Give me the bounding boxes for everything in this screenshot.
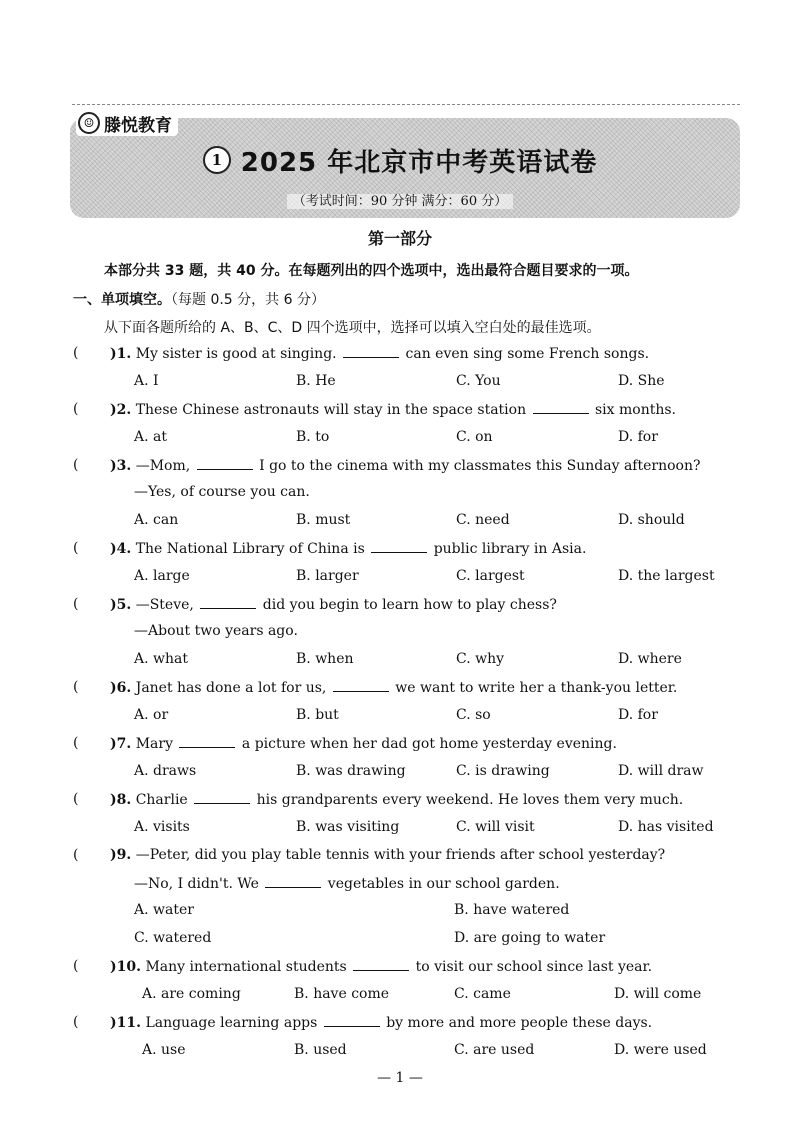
option-b: B. when bbox=[296, 651, 354, 667]
question-stem bbox=[110, 958, 652, 975]
answer-paren: ( bbox=[73, 958, 79, 974]
answer-paren: ( bbox=[73, 735, 79, 751]
option-c: C. need bbox=[456, 512, 510, 528]
option-c: C. why bbox=[456, 651, 505, 667]
question-number: )9. bbox=[110, 847, 132, 863]
option-b: B. was visiting bbox=[296, 819, 400, 835]
option-d: D. should bbox=[618, 512, 685, 528]
question-stem bbox=[110, 401, 676, 418]
stem-line-2: —About two years ago. bbox=[134, 623, 298, 639]
stem-after: six months. bbox=[595, 402, 677, 418]
answer-paren: ( bbox=[73, 679, 79, 695]
stem-before: —No, I didn't. We bbox=[134, 876, 259, 892]
publisher-logo bbox=[76, 110, 178, 136]
answer-blank bbox=[197, 457, 253, 470]
answer-blank bbox=[194, 791, 250, 804]
stem-before: Charlie bbox=[135, 792, 188, 808]
answer-blank bbox=[200, 596, 256, 609]
option-d: D. has visited bbox=[618, 819, 714, 835]
question-number: )1. bbox=[110, 346, 132, 362]
option-b: B. but bbox=[296, 707, 339, 723]
stem-before: Language learning apps bbox=[145, 1015, 318, 1031]
option-a: A. at bbox=[134, 429, 167, 445]
option-b: B. must bbox=[296, 512, 351, 528]
stem-line-2: —Yes, of course you can. bbox=[134, 484, 310, 500]
title-row bbox=[0, 140, 800, 180]
answer-blank bbox=[324, 1014, 380, 1027]
stem-after: did you begin to learn how to play chess? bbox=[262, 597, 557, 613]
option-d: D. are going to water bbox=[454, 930, 606, 946]
question-stem bbox=[110, 540, 586, 557]
stem-after: to visit our school since last year. bbox=[415, 959, 653, 975]
question-number: )5. bbox=[110, 597, 132, 613]
answer-blank bbox=[353, 958, 409, 971]
stem-before: These Chinese astronauts will stay in the space station bbox=[135, 402, 527, 418]
part-title: 第一部分 bbox=[367, 229, 432, 248]
option-c: C. You bbox=[456, 373, 501, 389]
option-a: A. visits bbox=[134, 819, 190, 835]
stem-after: a picture when her dad got home yesterday evening. bbox=[241, 736, 617, 752]
answer-paren: ( bbox=[73, 791, 79, 807]
question-stem bbox=[110, 847, 665, 863]
question-stem bbox=[110, 345, 649, 362]
option-d: D. the largest bbox=[618, 568, 715, 584]
stem-before: The National Library of China is bbox=[135, 541, 365, 557]
stem-after: by more and more people these days. bbox=[386, 1015, 653, 1031]
question-stem bbox=[110, 596, 557, 613]
page-number: — 1 — bbox=[377, 1070, 423, 1086]
option-c: C. are used bbox=[454, 1042, 535, 1058]
option-c: C. on bbox=[456, 429, 493, 445]
question-stem bbox=[110, 1014, 652, 1031]
question-number: )4. bbox=[110, 541, 132, 557]
option-a: A. what bbox=[134, 651, 188, 667]
option-b: B. have watered bbox=[454, 902, 570, 918]
answer-blank bbox=[265, 875, 321, 888]
answer-blank bbox=[179, 735, 235, 748]
question-number: )6. bbox=[110, 680, 132, 696]
answer-paren: ( bbox=[73, 540, 79, 556]
section-instruction: 从下面各题所给的 A、B、C、D 四个选项中，选择可以填入空白处的最佳选项。 bbox=[104, 320, 601, 336]
answer-blank bbox=[371, 540, 427, 553]
paper-number-badge: 1 bbox=[203, 146, 231, 174]
option-a: A. water bbox=[134, 902, 194, 918]
answer-paren: ( bbox=[73, 401, 79, 417]
section-heading bbox=[73, 289, 325, 309]
option-a: A. or bbox=[134, 707, 169, 723]
part-intro: 本部分共 33 题，共 40 分。在每题列出的四个选项中，选出最符合题目要求的一项。 bbox=[104, 263, 639, 279]
option-b: B. was drawing bbox=[296, 763, 406, 779]
stem-before: My sister is good at singing. bbox=[135, 346, 337, 362]
option-b: B. have come bbox=[294, 986, 390, 1002]
answer-blank bbox=[343, 345, 399, 358]
option-d: D. were used bbox=[614, 1042, 707, 1058]
question-number: )2. bbox=[110, 402, 132, 418]
stem-after: can even sing some French songs. bbox=[405, 346, 650, 362]
stem-after: public library in Asia. bbox=[433, 541, 587, 557]
option-b: B. He bbox=[296, 373, 336, 389]
stem-before: Many international students bbox=[145, 959, 347, 975]
stem-after: vegetables in our school garden. bbox=[327, 876, 560, 892]
stem-after: I go to the cinema with my classmates this Sunday afternoon? bbox=[259, 458, 701, 474]
logo-mark-icon: ☺ bbox=[78, 112, 100, 134]
option-c: C. largest bbox=[456, 568, 525, 584]
section-score: （每题 0.5 分，共 6 分） bbox=[171, 292, 325, 308]
option-c: C. will visit bbox=[456, 819, 535, 835]
page-title: 2025 年北京市中考英语试卷 bbox=[240, 147, 598, 178]
answer-paren: ( bbox=[73, 457, 79, 473]
stem-before: —Peter, did you play table tennis with your friends after school yesterday? bbox=[135, 847, 666, 863]
stem-after: his grandparents every weekend. He loves them very much. bbox=[256, 792, 684, 808]
answer-blank bbox=[333, 679, 389, 692]
answer-paren: ( bbox=[73, 345, 79, 361]
exam-info bbox=[0, 190, 800, 209]
option-d: D. She bbox=[618, 373, 665, 389]
option-c: C. came bbox=[454, 986, 511, 1002]
option-d: D. where bbox=[618, 651, 682, 667]
option-c: C. is drawing bbox=[456, 763, 550, 779]
stem-before: Mary bbox=[135, 736, 173, 752]
stem-before: —Steve, bbox=[135, 597, 194, 613]
option-a: A. I bbox=[134, 373, 159, 389]
question-number: )10. bbox=[110, 959, 141, 975]
option-a: A. use bbox=[142, 1042, 186, 1058]
option-a: A. can bbox=[134, 512, 179, 528]
question-stem bbox=[110, 735, 617, 752]
answer-paren: ( bbox=[73, 1014, 79, 1030]
option-b: B. to bbox=[296, 429, 330, 445]
option-b: B. used bbox=[294, 1042, 347, 1058]
stem-before: —Mom, bbox=[135, 458, 191, 474]
question-number: )3. bbox=[110, 458, 132, 474]
answer-paren: ( bbox=[73, 847, 79, 863]
question-stem bbox=[110, 791, 683, 808]
question-stem bbox=[110, 457, 700, 474]
question-number: )11. bbox=[110, 1015, 141, 1031]
answer-blank bbox=[533, 401, 589, 414]
option-c: C. so bbox=[456, 707, 491, 723]
exam-info-text: （考试时间：90 分钟 满分：60 分） bbox=[287, 194, 513, 209]
question-stem bbox=[110, 679, 677, 696]
option-d: D. will draw bbox=[618, 763, 704, 779]
option-a: A. large bbox=[134, 568, 190, 584]
top-dashed-rule bbox=[72, 104, 740, 105]
question-number: )8. bbox=[110, 792, 132, 808]
section-label: 一、单项填空。 bbox=[73, 292, 171, 308]
option-d: D. for bbox=[618, 707, 658, 723]
option-a: A. are coming bbox=[142, 986, 241, 1002]
option-d: D. for bbox=[618, 429, 658, 445]
question-number: )7. bbox=[110, 736, 132, 752]
stem-after: we want to write her a thank-you letter. bbox=[395, 680, 678, 696]
option-a: A. draws bbox=[134, 763, 197, 779]
option-c: C. watered bbox=[134, 930, 212, 946]
stem-line-2 bbox=[134, 875, 560, 892]
logo-text: 滕悦教育 bbox=[104, 115, 172, 136]
option-d: D. will come bbox=[614, 986, 702, 1002]
answer-paren: ( bbox=[73, 596, 79, 612]
option-b: B. larger bbox=[296, 568, 359, 584]
stem-before: Janet has done a lot for us, bbox=[135, 680, 327, 696]
